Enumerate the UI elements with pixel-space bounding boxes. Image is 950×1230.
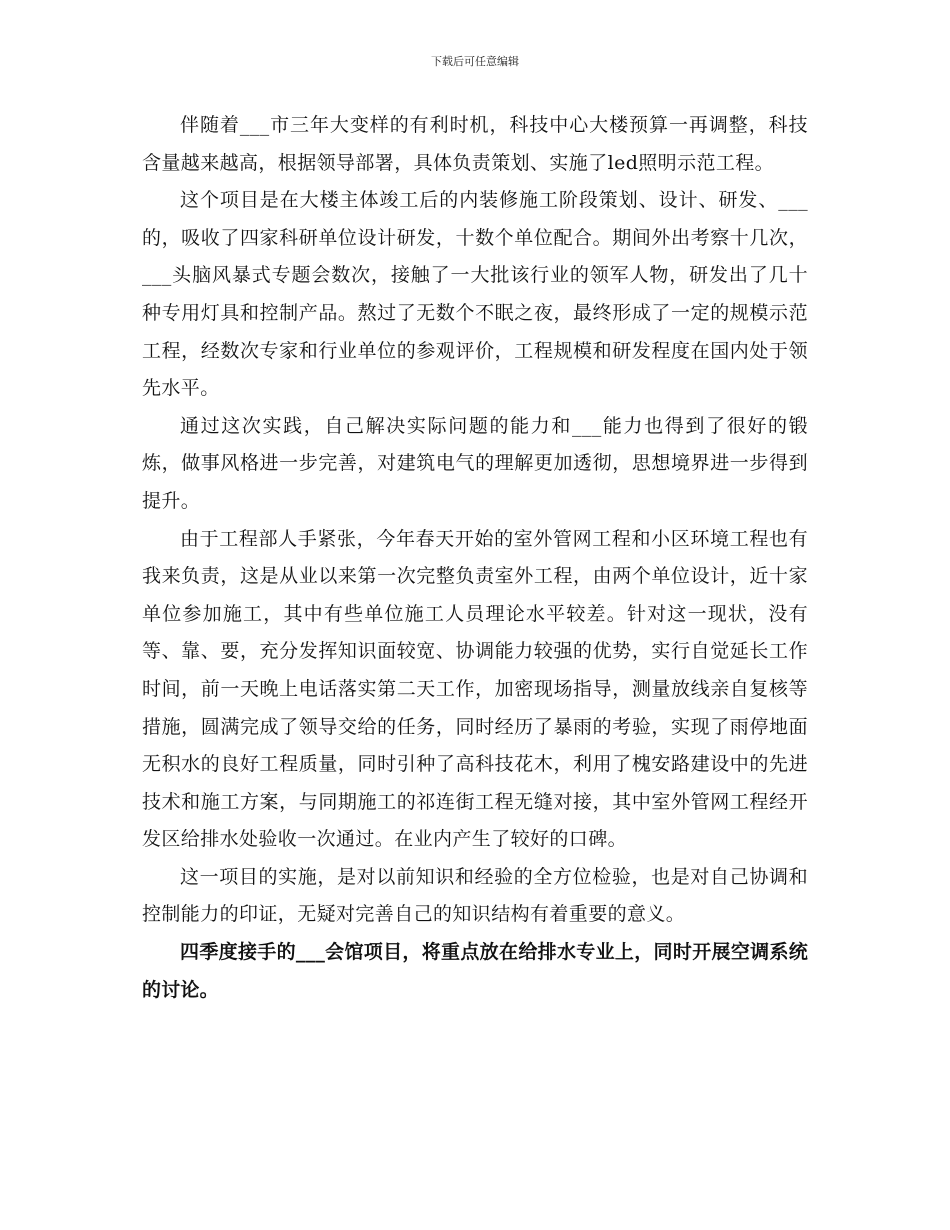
document-body	[142, 107, 808, 1009]
paragraph-led-project: 伴随着___市三年大变样的有利时机，科技中心大楼预算一再调整，科技含量越来越高，根据领导部署，具体负责策划、实施了led照明示范工程。	[142, 114, 808, 174]
paragraph-practice-result: 通过这次实践，自己解决实际问题的能力和___能力也得到了很好的锻炼，做事风格进一步完善，对建筑电气的理解更加透彻，思想境界进一步得到提升。	[142, 414, 808, 512]
paragraph-project-significance: 这一项目的实施，是对以前知识和经验的全方位检验，也是对自己协调和控制能力的印证，无疑对完善自己的知识结构有着重要的意义。	[142, 865, 808, 926]
paragraph-fourth-quarter-plan: 四季度接手的___会馆项目，将重点放在给排水专业上，同时开展空调系统的讨论。	[142, 941, 808, 1001]
paragraph-outdoor-engineering: 由于工程部人手紧张，今年春天开始的室外管网工程和小区环境工程也有我来负责，这是从业以来第一次完整负责室外工程，由两个单位设计，近十家单位参加施工，其中有些单位施工人员理论水平较差。针对这一现状，没有等、靠、要，充分发挥知识面较宽、协调能力较强的优势，实行自觉延长工作时间，前一天晚上电话落实第二天工作，加密现场指导，测量放线亲自复核等措施，圆满完成了领导交给的任务，同时经历了暴雨的考验，实现了雨停地面无积水的良好工程质量，同时引种了高科技花木，利用了槐安路建设中的先进技术和施工方案，与同期施工的祁连街工程无缝对接，其中室外管网工程经开发区给排水处验收一次通过。在业内产生了较好的口碑。	[142, 527, 808, 851]
header-note: 下载后可任意编辑	[431, 55, 519, 68]
paragraph-project-details: 这个项目是在大楼主体竣工后的内装修施工阶段策划、设计、研发、___的，吸收了四家科研单位设计研发，十数个单位配合。期间外出考察十几次，___头脑风暴式专题会数次，接触了一大批该行业的领军人物，研发出了几十种专用灯具和控制产品。熬过了无数个不眠之夜，最终形成了一定的规模示范工程，经数次专家和行业单位的参观评价，工程规模和研发程度在国内处于领先水平。	[142, 189, 808, 400]
